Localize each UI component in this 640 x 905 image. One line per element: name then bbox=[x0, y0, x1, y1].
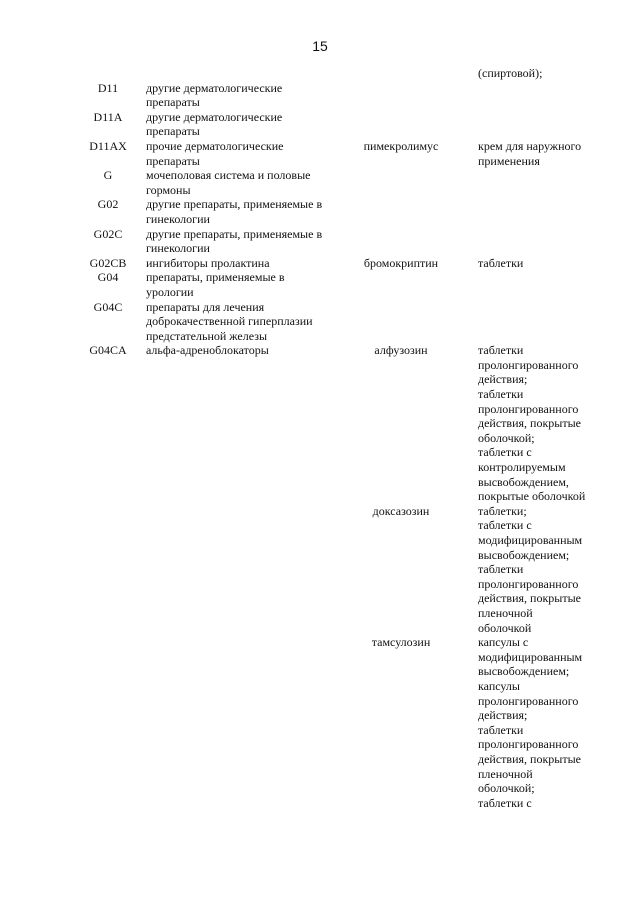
table-row bbox=[70, 110, 610, 139]
dosage-form-line: таблетки bbox=[478, 722, 524, 737]
dosage-form-line: таблетки bbox=[478, 387, 524, 402]
table-row bbox=[70, 270, 610, 299]
dosage-form-cell bbox=[478, 227, 610, 256]
dosage-form-line: оболочкой bbox=[478, 620, 532, 635]
table-row bbox=[70, 227, 610, 256]
dosage-form-line: пролонгированного bbox=[478, 576, 579, 591]
dosage-form-line: действия; bbox=[478, 372, 528, 387]
atc-code-cell: G04C bbox=[93, 299, 123, 314]
group-name-cell: другие дерматологические препараты bbox=[146, 109, 283, 139]
drug-name-cell bbox=[324, 300, 478, 344]
dosage-form-cell bbox=[478, 256, 610, 271]
dosage-form-line: высвобождением, bbox=[478, 474, 569, 489]
page-number: 15 bbox=[312, 38, 328, 54]
table-row bbox=[70, 81, 610, 110]
dosage-form-line: таблетки; bbox=[478, 503, 527, 518]
atc-code-cell bbox=[70, 635, 146, 810]
group-name-cell bbox=[146, 66, 324, 81]
drug-name-cell bbox=[324, 110, 478, 139]
drug-name-cell bbox=[324, 227, 478, 256]
drug-name-cell bbox=[324, 66, 478, 81]
atc-code-cell: G02CB bbox=[89, 255, 127, 270]
group-name-cell bbox=[146, 504, 324, 635]
dosage-form-line: действия, покрытые bbox=[478, 591, 581, 606]
dosage-form-line: пролонгированного bbox=[478, 401, 579, 416]
drug-name-cell: алфузозин bbox=[374, 343, 428, 358]
table-row bbox=[70, 168, 610, 197]
drug-name-cell bbox=[324, 197, 478, 226]
dosage-form-line: оболочкой; bbox=[478, 430, 535, 445]
drug-name-cell: бромокриптин bbox=[363, 255, 439, 270]
group-name-cell: прочие дерматологические препараты bbox=[146, 138, 284, 168]
table-row bbox=[70, 139, 610, 168]
dosage-form-line: крем для наружного bbox=[478, 138, 582, 153]
dosage-form-line: модифицированным bbox=[478, 649, 583, 664]
atc-code-cell bbox=[70, 504, 146, 635]
drug-name-cell: доксазозин bbox=[372, 503, 430, 518]
dosage-form-line: контролируемым bbox=[478, 460, 566, 475]
dosage-form-line: капсулы с bbox=[478, 635, 529, 650]
drug-name-cell: пимекролимус bbox=[363, 138, 439, 153]
group-name-cell: другие препараты, применяемые в гинекологии bbox=[146, 197, 323, 226]
dosage-form-line: покрытые оболочкой bbox=[478, 489, 586, 504]
group-name-cell: препараты для лечения доброкачественной гиперплазии предстательной железы bbox=[146, 299, 313, 343]
group-name-cell bbox=[146, 635, 324, 810]
dosage-form-cell bbox=[478, 270, 610, 299]
dosage-form-cell bbox=[478, 81, 610, 110]
dosage-form-line: таблетки с bbox=[478, 795, 532, 810]
table-row bbox=[70, 256, 610, 271]
atc-code-cell: G02C bbox=[93, 226, 123, 241]
atc-code-cell: G bbox=[103, 168, 113, 183]
group-name-cell: альфа-адреноблокаторы bbox=[146, 343, 269, 358]
atc-code-cell: G02 bbox=[97, 197, 119, 212]
dosage-form-line: (спиртовой); bbox=[478, 66, 543, 80]
dosage-form-line: пленочной bbox=[478, 766, 533, 781]
dosage-form-line: пролонгированного bbox=[478, 357, 579, 372]
atc-code-cell: D11AX bbox=[89, 138, 127, 153]
table-row bbox=[70, 197, 610, 226]
atc-code-cell: D11 bbox=[97, 80, 119, 95]
dosage-form-cell bbox=[478, 197, 610, 226]
atc-code-cell: D11A bbox=[93, 109, 123, 124]
drug-name-cell: тамсулозин bbox=[371, 635, 431, 650]
group-name-cell: другие препараты, применяемые в гинекологии bbox=[146, 226, 323, 256]
dosage-form-line: таблетки bbox=[478, 343, 524, 358]
dosage-form-cell bbox=[478, 504, 610, 635]
table-row bbox=[70, 504, 610, 635]
drug-classification-table bbox=[70, 66, 610, 810]
dosage-form-cell bbox=[478, 635, 610, 810]
table-row bbox=[70, 343, 610, 504]
dosage-form-line: таблетки bbox=[478, 562, 524, 577]
dosage-form-cell bbox=[478, 343, 610, 504]
dosage-form-line: действия, покрытые bbox=[478, 416, 581, 431]
drug-name-cell bbox=[324, 81, 478, 110]
dosage-form-cell bbox=[478, 168, 610, 197]
dosage-form-cell bbox=[478, 139, 610, 168]
dosage-form-cell bbox=[478, 110, 610, 139]
atc-code-cell: G04CA bbox=[89, 343, 127, 358]
dosage-form-line: пролонгированного bbox=[478, 693, 579, 708]
dosage-form-line: действия; bbox=[478, 708, 528, 723]
dosage-form-line: пролонгированного bbox=[478, 737, 579, 752]
dosage-form-line: применения bbox=[478, 153, 540, 168]
atc-code-cell bbox=[70, 66, 146, 81]
dosage-form-line: оболочкой; bbox=[478, 781, 535, 796]
group-name-cell: ингибиторы пролактина bbox=[146, 255, 270, 270]
dosage-form-line: высвобождением; bbox=[478, 547, 570, 562]
dosage-form-line: таблетки с bbox=[478, 518, 532, 533]
dosage-form-cell bbox=[478, 66, 610, 81]
drug-name-cell bbox=[324, 168, 478, 197]
group-name-cell: другие дерматологические препараты bbox=[146, 80, 283, 110]
table-row bbox=[70, 635, 610, 810]
dosage-form-line: модифицированным bbox=[478, 533, 583, 547]
atc-code-cell: G04 bbox=[97, 270, 119, 285]
dosage-form-cell bbox=[478, 300, 610, 344]
dosage-form-line: пленочной bbox=[478, 605, 533, 620]
dosage-form-line: таблетки bbox=[478, 255, 524, 270]
group-name-cell: мочеполовая система и половые гормоны bbox=[146, 168, 311, 197]
dosage-form-line: высвобождением; bbox=[478, 664, 570, 679]
dosage-form-line: капсулы bbox=[478, 678, 520, 693]
group-name-cell: препараты, применяемые в урологии bbox=[146, 270, 285, 299]
table-row bbox=[70, 66, 610, 81]
dosage-form-line: таблетки с bbox=[478, 445, 532, 460]
drug-name-cell bbox=[324, 270, 478, 299]
dosage-form-line: действия, покрытые bbox=[478, 751, 581, 766]
table-row bbox=[70, 300, 610, 344]
